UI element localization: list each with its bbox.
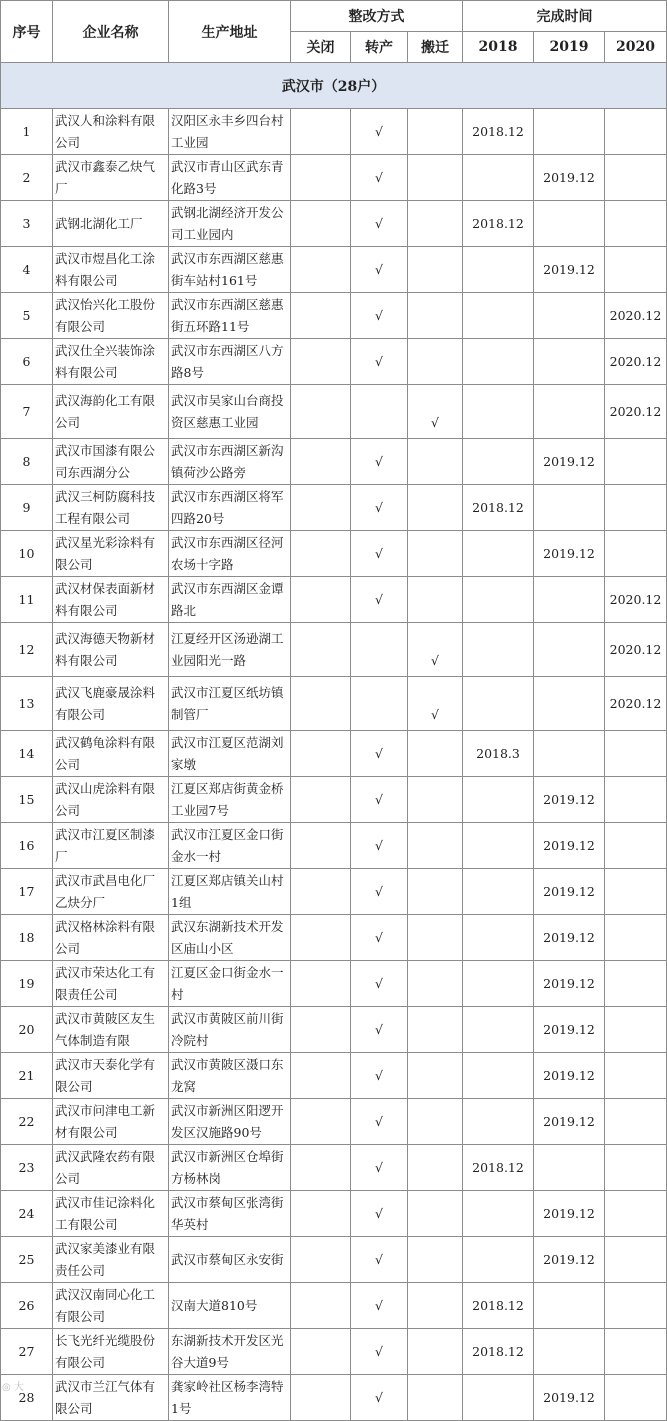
completion-2020-cell — [605, 531, 667, 577]
completion-2020-cell — [605, 485, 667, 531]
completion-2020-cell — [605, 1329, 667, 1375]
table-row — [1, 531, 667, 577]
completion-2019-cell: 2019.12 — [534, 777, 605, 823]
completion-2019-cell — [534, 485, 605, 531]
company-name: 武汉武隆农药有限公司 — [53, 1145, 169, 1191]
table-row — [1, 339, 667, 385]
completion-2018-cell — [463, 1237, 534, 1283]
method-close-cell — [291, 293, 351, 339]
method-close-cell — [291, 777, 351, 823]
production-address: 江夏经开区汤逊湖工业园阳光一路 — [169, 623, 291, 677]
table-row — [1, 155, 667, 201]
completion-2018-cell — [463, 1375, 534, 1421]
completion-2018-cell — [463, 961, 534, 1007]
completion-2020-cell — [605, 155, 667, 201]
method-relocate-cell — [408, 915, 463, 961]
row-number: 11 — [1, 577, 53, 623]
method-relocate-cell — [408, 485, 463, 531]
method-convert-cell: √ — [351, 109, 408, 155]
method-close-cell — [291, 1283, 351, 1329]
production-address: 武汉市东西湖区慈惠街五环路11号 — [169, 293, 291, 339]
completion-2019-cell: 2019.12 — [534, 961, 605, 1007]
completion-2018-cell — [463, 777, 534, 823]
completion-2019-cell — [534, 109, 605, 155]
completion-2019-cell: 2019.12 — [534, 1191, 605, 1237]
method-relocate-cell — [408, 731, 463, 777]
completion-2019-cell — [534, 293, 605, 339]
production-address: 武汉市东西湖区八方路8号 — [169, 339, 291, 385]
method-convert-cell: √ — [351, 777, 408, 823]
method-relocate-cell — [408, 439, 463, 485]
company-name: 武汉海德天物新材料有限公司 — [53, 623, 169, 677]
table-row — [1, 777, 667, 823]
company-name: 武汉汉南同心化工有限公司 — [53, 1283, 169, 1329]
method-convert-cell: √ — [351, 823, 408, 869]
row-number: 19 — [1, 961, 53, 1007]
method-close-cell — [291, 1007, 351, 1053]
completion-2018-cell — [463, 339, 534, 385]
company-name: 武汉星光彩涂料有限公司 — [53, 531, 169, 577]
company-name: 武汉市天泰化学有限公司 — [53, 1053, 169, 1099]
completion-2019-cell — [534, 1329, 605, 1375]
production-address: 江夏区金口街金水一村 — [169, 961, 291, 1007]
completion-2020-cell: 2020.12 — [605, 677, 667, 731]
completion-2018-cell: 2018.12 — [463, 1145, 534, 1191]
method-relocate-cell — [408, 1007, 463, 1053]
method-relocate-cell — [408, 1237, 463, 1283]
company-name: 武汉山虎涂料有限公司 — [53, 777, 169, 823]
completion-2018-cell: 2018.12 — [463, 1329, 534, 1375]
production-address: 龚家岭社区杨李湾特1号 — [169, 1375, 291, 1421]
table-row — [1, 1283, 667, 1329]
company-name: 武钢北湖化工厂 — [53, 201, 169, 247]
completion-2019-cell: 2019.12 — [534, 915, 605, 961]
company-name: 武汉市鑫泰乙炔气厂 — [53, 155, 169, 201]
method-convert-cell: √ — [351, 247, 408, 293]
method-convert-cell: √ — [351, 577, 408, 623]
method-close-cell — [291, 961, 351, 1007]
company-name: 武汉格林涂料有限公司 — [53, 915, 169, 961]
method-close-cell — [291, 1237, 351, 1283]
completion-2020-cell — [605, 1053, 667, 1099]
completion-2019-cell: 2019.12 — [534, 439, 605, 485]
completion-2018-cell — [463, 869, 534, 915]
table-row — [1, 293, 667, 339]
completion-2020-cell — [605, 961, 667, 1007]
company-name: 武汉家美漆业有限责任公司 — [53, 1237, 169, 1283]
row-number: 4 — [1, 247, 53, 293]
row-number: 16 — [1, 823, 53, 869]
completion-2018-cell — [463, 439, 534, 485]
method-close-cell — [291, 247, 351, 293]
completion-2019-cell — [534, 201, 605, 247]
completion-2019-cell: 2019.12 — [534, 1099, 605, 1145]
table-row — [1, 439, 667, 485]
table-row — [1, 1053, 667, 1099]
row-number: 24 — [1, 1191, 53, 1237]
production-address: 武汉市东西湖区径河农场十字路 — [169, 531, 291, 577]
company-name: 武汉怡兴化工股份有限公司 — [53, 293, 169, 339]
method-relocate-cell — [408, 201, 463, 247]
method-relocate-cell — [408, 247, 463, 293]
method-convert-cell: √ — [351, 915, 408, 961]
production-address: 武钢北湖经济开发公司工业园内 — [169, 201, 291, 247]
header-year-2019: 2019 — [534, 32, 605, 63]
completion-2020-cell: 2020.12 — [605, 293, 667, 339]
completion-2018-cell — [463, 247, 534, 293]
production-address: 武汉市江夏区范湖刘家墩 — [169, 731, 291, 777]
header-completion: 完成时间 — [463, 1, 667, 32]
table-row — [1, 577, 667, 623]
production-address: 武汉市黄陂区前川街冷院村 — [169, 1007, 291, 1053]
completion-2019-cell — [534, 731, 605, 777]
method-close-cell — [291, 1191, 351, 1237]
table-row — [1, 1191, 667, 1237]
method-convert-cell: √ — [351, 1053, 408, 1099]
method-close-cell — [291, 155, 351, 201]
row-number: 18 — [1, 915, 53, 961]
method-close-cell — [291, 1099, 351, 1145]
company-name: 武汉市煜昌化工涂料有限公司 — [53, 247, 169, 293]
completion-2020-cell — [605, 731, 667, 777]
method-close-cell — [291, 1375, 351, 1421]
completion-2019-cell: 2019.12 — [534, 1375, 605, 1421]
method-relocate-cell — [408, 1191, 463, 1237]
production-address: 武汉市东西湖区新沟镇荷沙公路旁 — [169, 439, 291, 485]
completion-2020-cell — [605, 1099, 667, 1145]
completion-2018-cell — [463, 577, 534, 623]
production-address: 汉南大道810号 — [169, 1283, 291, 1329]
company-name: 武汉市江夏区制漆厂 — [53, 823, 169, 869]
header-year-2020: 2020 — [605, 32, 667, 63]
company-name: 武汉市武昌电化厂乙炔分厂 — [53, 869, 169, 915]
method-convert-cell: √ — [351, 869, 408, 915]
production-address: 江夏区郑店街黄金桥工业园7号 — [169, 777, 291, 823]
table-row — [1, 385, 667, 439]
completion-2020-cell: 2020.12 — [605, 623, 667, 677]
completion-2018-cell — [463, 1191, 534, 1237]
company-name: 武汉市佳记涂料化工有限公司 — [53, 1191, 169, 1237]
table-row — [1, 485, 667, 531]
row-number: 12 — [1, 623, 53, 677]
completion-2018-cell — [463, 623, 534, 677]
completion-2018-cell — [463, 293, 534, 339]
method-convert-cell — [351, 385, 408, 439]
header-seq: 序号 — [1, 1, 53, 63]
completion-2020-cell — [605, 1191, 667, 1237]
production-address: 武汉市吴家山台商投资区慈惠工业园 — [169, 385, 291, 439]
company-name: 武汉飞鹿豪晟涂料有限公司 — [53, 677, 169, 731]
method-relocate-cell: √ — [408, 385, 463, 439]
method-relocate-cell — [408, 577, 463, 623]
method-convert-cell — [351, 677, 408, 731]
row-number: 22 — [1, 1099, 53, 1145]
row-number: 2 — [1, 155, 53, 201]
completion-2019-cell: 2019.12 — [534, 1007, 605, 1053]
method-close-cell — [291, 623, 351, 677]
company-name: 武汉市问津电工新材有限公司 — [53, 1099, 169, 1145]
method-relocate-cell — [408, 1375, 463, 1421]
header-year-2018: 2018 — [463, 32, 534, 63]
row-number: 5 — [1, 293, 53, 339]
method-close-cell — [291, 201, 351, 247]
completion-2019-cell: 2019.12 — [534, 247, 605, 293]
header-method: 整改方式 — [291, 1, 463, 32]
completion-2020-cell — [605, 777, 667, 823]
completion-2019-cell — [534, 1283, 605, 1329]
method-convert-cell: √ — [351, 1099, 408, 1145]
method-relocate-cell — [408, 155, 463, 201]
completion-2018-cell: 2018.12 — [463, 1283, 534, 1329]
method-relocate-cell — [408, 777, 463, 823]
table-row — [1, 823, 667, 869]
production-address: 武汉市黄陂区滠口东龙窝 — [169, 1053, 291, 1099]
table-row — [1, 201, 667, 247]
method-relocate-cell — [408, 1329, 463, 1375]
region-label: 武汉市（28户） — [1, 63, 667, 109]
completion-2020-cell — [605, 439, 667, 485]
method-close-cell — [291, 1329, 351, 1375]
method-convert-cell: √ — [351, 961, 408, 1007]
table-row — [1, 1237, 667, 1283]
method-relocate-cell — [408, 869, 463, 915]
method-relocate-cell — [408, 1145, 463, 1191]
table-row — [1, 247, 667, 293]
row-number: 14 — [1, 731, 53, 777]
table-row — [1, 731, 667, 777]
company-name: 武汉海韵化工有限公司 — [53, 385, 169, 439]
method-close-cell — [291, 531, 351, 577]
company-name: 武汉市国漆有限公司东西湖分公 — [53, 439, 169, 485]
production-address: 武汉市新洲区阳逻开发区汉施路90号 — [169, 1099, 291, 1145]
completion-2018-cell — [463, 823, 534, 869]
method-convert-cell: √ — [351, 531, 408, 577]
completion-2020-cell: 2020.12 — [605, 385, 667, 439]
production-address: 武汉市东西湖区慈惠街车站村161号 — [169, 247, 291, 293]
method-convert-cell: √ — [351, 1375, 408, 1421]
table-row — [1, 1099, 667, 1145]
method-convert-cell: √ — [351, 1191, 408, 1237]
company-name: 长飞光纤光缆股份有限公司 — [53, 1329, 169, 1375]
method-convert-cell: √ — [351, 1145, 408, 1191]
completion-2019-cell: 2019.12 — [534, 155, 605, 201]
method-close-cell — [291, 385, 351, 439]
completion-2018-cell — [463, 155, 534, 201]
method-relocate-cell — [408, 823, 463, 869]
company-name: 武汉鹤龟涂料有限公司 — [53, 731, 169, 777]
production-address: 武汉市江夏区金口街金水一村 — [169, 823, 291, 869]
method-relocate-cell — [408, 1099, 463, 1145]
method-convert-cell: √ — [351, 485, 408, 531]
method-relocate-cell — [408, 531, 463, 577]
table-row — [1, 623, 667, 677]
method-convert-cell: √ — [351, 1237, 408, 1283]
header-method-convert: 转产 — [351, 32, 408, 63]
header-method-close: 关闭 — [291, 32, 351, 63]
completion-2020-cell — [605, 201, 667, 247]
company-name: 武汉仕全兴装饰涂料有限公司 — [53, 339, 169, 385]
production-address: 武汉东湖新技术开发区庙山小区 — [169, 915, 291, 961]
method-close-cell — [291, 731, 351, 777]
method-close-cell — [291, 1053, 351, 1099]
production-address: 武汉市东西湖区金谭路北 — [169, 577, 291, 623]
table-row — [1, 915, 667, 961]
row-number: 17 — [1, 869, 53, 915]
completion-2019-cell: 2019.12 — [534, 869, 605, 915]
method-close-cell — [291, 439, 351, 485]
table-row — [1, 869, 667, 915]
row-number: 6 — [1, 339, 53, 385]
method-relocate-cell: √ — [408, 623, 463, 677]
completion-2019-cell: 2019.12 — [534, 1237, 605, 1283]
production-address: 武汉市江夏区纸坊镇制管厂 — [169, 677, 291, 731]
method-close-cell — [291, 915, 351, 961]
row-number: 7 — [1, 385, 53, 439]
completion-2018-cell — [463, 531, 534, 577]
method-convert-cell: √ — [351, 439, 408, 485]
completion-2018-cell — [463, 915, 534, 961]
table-row — [1, 677, 667, 731]
method-convert-cell — [351, 623, 408, 677]
production-address: 汉阳区永丰乡四台村工业园 — [169, 109, 291, 155]
completion-2018-cell — [463, 385, 534, 439]
production-address: 武汉市蔡甸区张湾街华英村 — [169, 1191, 291, 1237]
row-number: 28 — [1, 1375, 53, 1421]
company-name: 武汉人和涂料有限公司 — [53, 109, 169, 155]
row-number: 25 — [1, 1237, 53, 1283]
completion-2020-cell — [605, 109, 667, 155]
production-address: 武汉市新洲区仓埠街方杨林岗 — [169, 1145, 291, 1191]
table-row — [1, 1375, 667, 1421]
row-number: 23 — [1, 1145, 53, 1191]
completion-2019-cell — [534, 623, 605, 677]
watermark: ◎ 大 — [2, 1382, 24, 1393]
method-convert-cell: √ — [351, 1007, 408, 1053]
completion-2018-cell — [463, 1053, 534, 1099]
company-name: 武汉市荣达化工有限责任公司 — [53, 961, 169, 1007]
company-name: 武汉三柯防腐科技工程有限公司 — [53, 485, 169, 531]
table-row — [1, 1145, 667, 1191]
method-convert-cell: √ — [351, 339, 408, 385]
row-number: 20 — [1, 1007, 53, 1053]
method-convert-cell: √ — [351, 1329, 408, 1375]
method-close-cell — [291, 109, 351, 155]
table-row — [1, 961, 667, 1007]
row-number: 3 — [1, 201, 53, 247]
method-close-cell — [291, 823, 351, 869]
completion-2020-cell — [605, 1283, 667, 1329]
header-address: 生产地址 — [169, 1, 291, 63]
production-address: 东湖新技术开发区光谷大道9号 — [169, 1329, 291, 1375]
row-number: 10 — [1, 531, 53, 577]
method-close-cell — [291, 1145, 351, 1191]
production-address: 武汉市青山区武东青化路3号 — [169, 155, 291, 201]
completion-2018-cell — [463, 677, 534, 731]
completion-2019-cell — [534, 385, 605, 439]
completion-2018-cell: 2018.12 — [463, 485, 534, 531]
method-close-cell — [291, 577, 351, 623]
method-relocate-cell — [408, 339, 463, 385]
row-number: 26 — [1, 1283, 53, 1329]
completion-2020-cell — [605, 1145, 667, 1191]
row-number: 1 — [1, 109, 53, 155]
completion-2019-cell: 2019.12 — [534, 531, 605, 577]
header-row-1 — [1, 1, 667, 32]
method-close-cell — [291, 869, 351, 915]
table-row — [1, 109, 667, 155]
method-close-cell — [291, 677, 351, 731]
completion-2019-cell: 2019.12 — [534, 823, 605, 869]
completion-2018-cell: 2018.12 — [463, 201, 534, 247]
row-number: 21 — [1, 1053, 53, 1099]
method-relocate-cell — [408, 961, 463, 1007]
completion-2019-cell — [534, 339, 605, 385]
production-address: 武汉市东西湖区将军四路20号 — [169, 485, 291, 531]
company-name: 武汉材保表面新材料有限公司 — [53, 577, 169, 623]
method-convert-cell: √ — [351, 731, 408, 777]
method-close-cell — [291, 485, 351, 531]
completion-2018-cell: 2018.12 — [463, 109, 534, 155]
row-number: 15 — [1, 777, 53, 823]
production-address: 武汉市蔡甸区永安街 — [169, 1237, 291, 1283]
row-number: 13 — [1, 677, 53, 731]
company-name: 武汉市兰江气体有限公司 — [53, 1375, 169, 1421]
completion-2019-cell: 2019.12 — [534, 1053, 605, 1099]
completion-2020-cell — [605, 869, 667, 915]
method-convert-cell: √ — [351, 155, 408, 201]
completion-2018-cell: 2018.3 — [463, 731, 534, 777]
completion-2020-cell — [605, 1375, 667, 1421]
method-convert-cell: √ — [351, 1283, 408, 1329]
company-name: 武汉市黄陂区友生气体制造有限 — [53, 1007, 169, 1053]
region-row — [1, 63, 667, 109]
method-convert-cell: √ — [351, 201, 408, 247]
completion-2020-cell — [605, 823, 667, 869]
method-relocate-cell — [408, 293, 463, 339]
completion-2020-cell — [605, 1007, 667, 1053]
completion-2018-cell — [463, 1099, 534, 1145]
row-number: 27 — [1, 1329, 53, 1375]
row-number: 9 — [1, 485, 53, 531]
method-convert-cell: √ — [351, 293, 408, 339]
completion-2019-cell — [534, 1145, 605, 1191]
method-relocate-cell — [408, 1053, 463, 1099]
completion-2020-cell: 2020.12 — [605, 339, 667, 385]
method-relocate-cell: √ — [408, 677, 463, 731]
completion-2020-cell — [605, 1237, 667, 1283]
completion-2020-cell — [605, 915, 667, 961]
completion-2020-cell: 2020.12 — [605, 577, 667, 623]
table-row — [1, 1329, 667, 1375]
production-address: 江夏区郑店镇关山村1组 — [169, 869, 291, 915]
completion-2020-cell — [605, 247, 667, 293]
method-relocate-cell — [408, 1283, 463, 1329]
header-method-relocate: 搬迁 — [408, 32, 463, 63]
completion-2019-cell — [534, 677, 605, 731]
method-relocate-cell — [408, 109, 463, 155]
row-number: 8 — [1, 439, 53, 485]
completion-2018-cell — [463, 1007, 534, 1053]
header-company: 企业名称 — [53, 1, 169, 63]
method-close-cell — [291, 339, 351, 385]
table-row — [1, 1007, 667, 1053]
completion-2019-cell — [534, 577, 605, 623]
